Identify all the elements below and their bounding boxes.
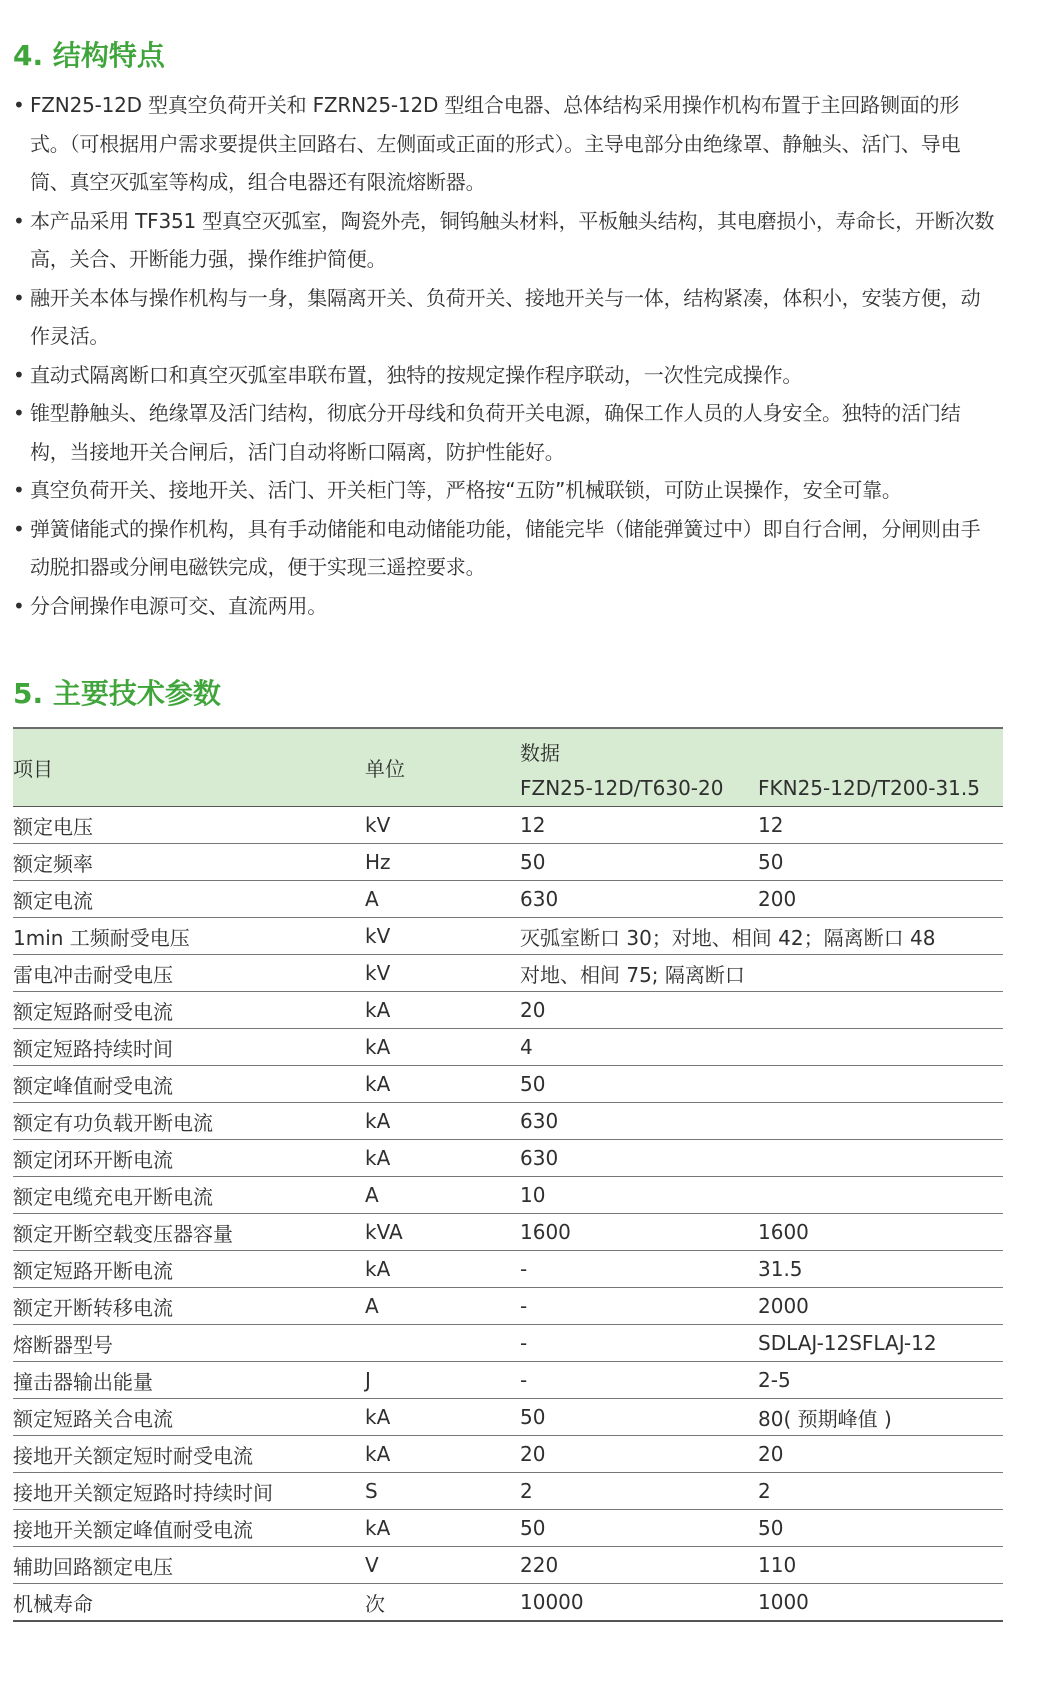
table-row [13,955,1003,992]
bullet-icon: • [13,362,25,387]
table-row [13,1029,1003,1066]
cell-item: 机械寿命 [13,1584,365,1622]
cell-value-2: 20 [758,1436,1003,1473]
cell-value-2 [758,1103,1003,1140]
cell-value-2: 110 [758,1547,1003,1584]
cell-value-2: 2-5 [758,1362,1003,1399]
cell-value-1: 50 [520,1510,758,1547]
table-row [13,1436,1003,1473]
cell-unit: kA [365,1103,520,1140]
cell-value-1: 220 [520,1547,758,1584]
list-item [13,587,998,626]
cell-value-2: 12 [758,807,1003,844]
cell-item: 额定峰值耐受电流 [13,1066,365,1103]
table-row [13,1140,1003,1177]
cell-item: 额定短路开断电流 [13,1251,365,1288]
bullet-icon: • [13,93,25,117]
bullet-icon: • [13,208,25,233]
cell-value-1: 20 [520,1436,758,1473]
cell-value-2: 200 [758,881,1003,918]
cell-item: 额定开断转移电流 [13,1288,365,1325]
cell-item: 额定电流 [13,881,365,918]
cell-item: 额定闭环开断电流 [13,1140,365,1177]
cell-item: 额定短路关合电流 [13,1399,365,1436]
cell-unit [365,1325,520,1362]
cell-item: 额定短路耐受电流 [13,992,365,1029]
list-item-text: 真空负荷开关、接地开关、活门、开关柜门等，严格按“五防”机械联锁，可防止误操作，安全可靠。 [30,478,902,502]
cell-value-1: 630 [520,881,758,918]
cell-item: 1min 工频耐受电压 [13,918,365,955]
list-item-text: 分合闸操作电源可交、直流两用。 [30,593,327,618]
cell-item: 雷电冲击耐受电压 [13,955,365,992]
list-item-text: 融开关本体与操作机构与一身，集隔离开关、负荷开关、接地开关与一体，结构紧凑，体积小，安装方便，动作灵活。 [30,285,981,348]
cell-value-2: 2 [758,1473,1003,1510]
cell-item: 辅助回路额定电压 [13,1547,365,1584]
cell-value-1: 对地、相间 75; 隔离断口 [520,955,1003,992]
cell-unit: kVA [365,1214,520,1251]
cell-unit: 次 [365,1584,520,1622]
list-item-text: 锥型静触头、绝缘罩及活门结构，彻底分开母线和负荷开关电源，确保工作人员的人身安全。独特的活门结构，当接地开关合闸后，活门自动将断口隔离，防护性能好。 [30,401,961,464]
bullet-icon: • [13,401,25,425]
cell-item: 额定频率 [13,844,365,881]
table-row [13,1399,1003,1436]
cell-value-2 [758,1177,1003,1214]
cell-item: 接地开关额定峰值耐受电流 [13,1510,365,1547]
table-row [13,1547,1003,1584]
table-row [13,1584,1003,1622]
cell-item: 额定电压 [13,807,365,844]
cell-value-2: 1000 [758,1584,1003,1622]
cell-item: 额定电缆充电开断电流 [13,1177,365,1214]
cell-value-2 [758,1029,1003,1066]
cell-unit: J [365,1362,520,1399]
cell-value-2 [758,1066,1003,1103]
spec-table-wrapper [13,727,1003,1622]
table-body [13,807,1003,1622]
cell-unit: A [365,1177,520,1214]
cell-unit: kV [365,955,520,992]
spec-table [13,727,1003,1622]
cell-unit: S [365,1473,520,1510]
cell-unit: kV [365,807,520,844]
table-row [13,1214,1003,1251]
cell-value-2: 31.5 [758,1251,1003,1288]
table-row [13,1288,1003,1325]
table-row [13,1251,1003,1288]
bullet-icon: • [13,285,25,310]
table-row [13,992,1003,1029]
cell-value-1: 50 [520,844,758,881]
header-model-1: FZN25-12D/T630-20 [520,770,758,807]
table-row [13,844,1003,881]
cell-value-1: 12 [520,807,758,844]
list-item [13,394,998,471]
cell-value-2: 50 [758,1510,1003,1547]
cell-unit: kA [365,1510,520,1547]
list-item [13,279,998,356]
list-item [13,202,998,279]
header-unit: 单位 [365,728,520,807]
cell-value-2: 1600 [758,1214,1003,1251]
cell-value-1: 灭弧室断口 30；对地、相间 42；隔离断口 48 [520,918,1003,955]
cell-value-1: 630 [520,1140,758,1177]
table-row [13,807,1003,844]
cell-unit: A [365,1288,520,1325]
cell-item: 接地开关额定短时耐受电流 [13,1436,365,1473]
header-model-2: FKN25-12D/T200-31.5 [758,770,1003,807]
cell-value-2: 80( 预期峰值 ) [758,1399,1003,1436]
bullet-icon: • [13,478,25,502]
cell-value-1: 4 [520,1029,758,1066]
table-header-row [13,728,1003,770]
cell-item: 额定有功负载开断电流 [13,1103,365,1140]
cell-value-1: 10 [520,1177,758,1214]
cell-value-1: - [520,1288,758,1325]
cell-value-1: 50 [520,1399,758,1436]
header-data: 数据 [520,728,1003,770]
bullet-icon: • [13,516,25,541]
list-item-text: 弹簧储能式的操作机构，具有手动储能和电动储能功能，储能完毕（储能弹簧过中）即自行合闸，分闸则由手动脱扣器或分闸电磁铁完成，便于实现三遥控要求。 [30,516,981,579]
list-item-text: FZN25-12D 型真空负荷开关和 FZRN25-12D 型组合电器、总体结构采用操作机构布置于主回路铡面的形式。（可根据用户需求要提供主回路右、左侧面或正面的形式）。主导电部分由绝缘罩、静触头、活门、导电筒、真空灭弧室等构成，组合电器还有限流熔断器。 [30,93,961,194]
list-item-text: 本产品采用 TF351 型真空灭弧室，陶瓷外壳，铜钨触头材料，平板触头结构，其电磨损小，寿命长，开断次数高，关合、开断能力强，操作维护简便。 [30,208,995,271]
cell-unit: kA [365,1140,520,1177]
cell-value-2: 50 [758,844,1003,881]
cell-unit: kA [365,1029,520,1066]
cell-value-2 [758,992,1003,1029]
cell-unit: V [365,1547,520,1584]
table-row [13,1473,1003,1510]
cell-item: 接地开关额定短路时持续时间 [13,1473,365,1510]
table-row [13,1103,1003,1140]
cell-item: 额定开断空载变压器容量 [13,1214,365,1251]
table-row [13,1510,1003,1547]
table-row [13,881,1003,918]
cell-value-2: 2000 [758,1288,1003,1325]
cell-value-1: - [520,1251,758,1288]
cell-unit: Hz [365,844,520,881]
cell-value-1: 10000 [520,1584,758,1622]
cell-unit: kA [365,1066,520,1103]
table-row [13,918,1003,955]
cell-value-1: - [520,1325,758,1362]
cell-value-1: 20 [520,992,758,1029]
cell-unit: kA [365,1251,520,1288]
list-item [13,356,998,395]
cell-item: 熔断器型号 [13,1325,365,1362]
cell-unit: kV [365,918,520,955]
cell-item: 撞击器输出能量 [13,1362,365,1399]
cell-value-1: 50 [520,1066,758,1103]
section-5-title: 5. 主要技术参数 [13,677,221,710]
cell-unit: A [365,881,520,918]
cell-unit: kA [365,992,520,1029]
cell-value-1: 1600 [520,1214,758,1251]
list-item-text: 直动式隔离断口和真空灭弧室串联布置，独特的按规定操作程序联动，一次性完成操作。 [30,362,803,387]
section-4-title: 4. 结构特点 [13,39,165,72]
cell-unit: kA [365,1399,520,1436]
table-row [13,1066,1003,1103]
list-item [13,471,998,510]
list-item [13,510,998,587]
cell-item: 额定短路持续时间 [13,1029,365,1066]
cell-value-2: SDLAJ-12SFLAJ-12 [758,1325,1003,1362]
cell-value-2 [758,1140,1003,1177]
cell-unit: kA [365,1436,520,1473]
bullet-icon: • [13,593,25,618]
table-row [13,1362,1003,1399]
cell-value-1: 630 [520,1103,758,1140]
table-row [13,1177,1003,1214]
header-item: 项目 [13,728,365,807]
cell-value-1: 2 [520,1473,758,1510]
cell-value-1: - [520,1362,758,1399]
feature-list [13,86,998,625]
list-item [13,86,998,202]
table-row [13,1325,1003,1362]
